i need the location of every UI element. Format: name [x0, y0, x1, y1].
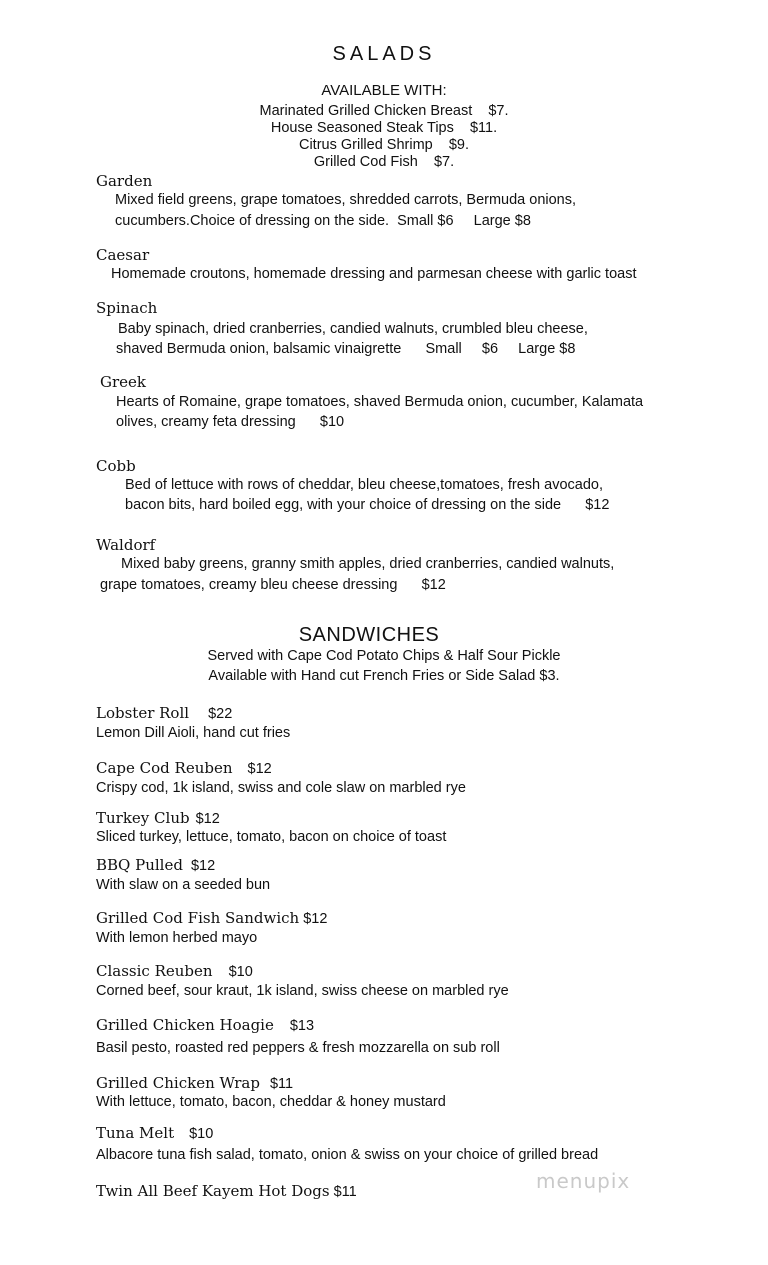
sandwich-price: $12 — [303, 911, 328, 927]
sandwich-cape-cod-reuben — [96, 759, 272, 777]
sandwich-grilled-cod-desc: With lemon herbed mayo — [96, 930, 258, 946]
sandwiches-title: SANDWICHES — [298, 624, 440, 646]
sandwich-chicken-wrap-desc: With lettuce, tomato, bacon, cheddar & honey mustard — [96, 1094, 446, 1110]
sandwich-chicken-hoagie-desc: Basil pesto, roasted red peppers & fresh mozzarella on sub roll — [96, 1040, 500, 1056]
sandwich-name: Grilled Cod Fish Sandwich — [96, 909, 300, 927]
salad-spinach-desc-2: shaved Bermuda onion, balsamic vinaigrette Small $6 Large $8 — [116, 341, 576, 357]
salad-waldorf-desc-2: grape tomatoes, creamy bleu cheese dressing $12 — [100, 577, 446, 593]
sandwich-name: Cape Cod Reuben — [96, 759, 233, 777]
available-with-heading: AVAILABLE WITH: — [321, 82, 447, 99]
salad-greek-desc-1: Hearts of Romaine, grape tomatoes, shaved Bermuda onion, cucumber, Kalamata — [116, 394, 644, 410]
salad-garden-desc-2: cucumbers.Choice of dressing on the side. Small $6 Large $8 — [115, 213, 531, 229]
sandwich-tuna-melt-desc: Albacore tuna fish salad, tomato, onion & swiss on your choice of grilled bread — [96, 1147, 599, 1163]
sandwich-name: Twin All Beef Kayem Hot Dogs — [96, 1182, 330, 1200]
menupix-watermark: menupix — [536, 1169, 631, 1193]
sandwich-price: $10 — [189, 1126, 214, 1142]
addon-list — [0, 103, 768, 171]
sandwiches-subtitle-2: Available with Hand cut French Fries or Side Salad $3. — [208, 668, 560, 684]
sandwich-chicken-wrap — [96, 1074, 293, 1092]
salad-caesar-desc: Homemade croutons, homemade dressing and parmesan cheese with garlic toast — [111, 266, 637, 282]
addon-shrimp: Citrus Grilled Shrimp $9. — [298, 137, 470, 153]
salad-garden-name: Garden — [96, 172, 153, 190]
salad-spinach-name: Spinach — [96, 299, 158, 317]
sandwich-price: $13 — [289, 1018, 315, 1034]
addon-steak: House Seasoned Steak Tips $11. — [270, 120, 498, 136]
salad-garden-desc-1: Mixed field greens, grape tomatoes, shredded carrots, Bermuda onions, — [115, 192, 577, 208]
sandwiches-subtitle-1: Served with Cape Cod Potato Chips & Half Sour Pickle — [207, 648, 561, 664]
sandwich-lobster-roll-desc: Lemon Dill Aioli, hand cut fries — [96, 725, 291, 741]
sandwich-name: Grilled Chicken Hoagie — [96, 1016, 274, 1034]
salad-greek-name: Greek — [100, 373, 146, 391]
sandwich-price: $10 — [228, 964, 253, 980]
salad-waldorf-desc-1: Mixed baby greens, granny smith apples, dried cranberries, candied walnuts, — [121, 556, 615, 572]
sandwich-chicken-hoagie — [96, 1016, 314, 1034]
sandwich-classic-reuben-desc: Corned beef, sour kraut, 1k island, swiss cheese on marbled rye — [96, 983, 509, 999]
salad-greek-desc-2: olives, creamy feta dressing $10 — [116, 414, 345, 430]
addon-chicken: Marinated Grilled Chicken Breast $7. — [259, 103, 509, 119]
salad-cobb-desc-2: bacon bits, hard boiled egg, with your choice of dressing on the side $12 — [125, 497, 610, 513]
salad-caesar-name: Caesar — [96, 246, 150, 264]
sandwich-price: $12 — [195, 811, 220, 827]
sandwich-price: $12 — [247, 761, 272, 777]
sandwich-cape-cod-reuben-desc: Crispy cod, 1k island, swiss and cole slaw on marbled rye — [96, 780, 466, 796]
sandwich-bbq-pulled — [96, 856, 215, 874]
sandwich-hot-dogs — [96, 1182, 357, 1200]
salad-cobb-name: Cobb — [96, 457, 136, 475]
sandwich-lobster-roll — [96, 704, 232, 722]
salad-cobb-desc-1: Bed of lettuce with rows of cheddar, bleu cheese,tomatoes, fresh avocado, — [125, 477, 603, 493]
sandwich-name: Turkey Club — [96, 809, 190, 827]
addon-cod: Grilled Cod Fish $7. — [313, 154, 455, 170]
sandwich-tuna-melt — [96, 1124, 213, 1142]
sandwich-name: Classic Reuben — [96, 962, 213, 980]
sandwich-classic-reuben — [96, 962, 253, 980]
sandwich-grilled-cod — [96, 909, 327, 927]
sandwich-name: Tuna Melt — [96, 1124, 175, 1142]
salad-spinach-desc-1: Baby spinach, dried cranberries, candied walnuts, crumbled bleu cheese, — [118, 321, 588, 337]
salad-waldorf-name: Waldorf — [96, 536, 156, 554]
sandwich-name: Grilled Chicken Wrap — [96, 1074, 260, 1092]
sandwich-price: $11 — [269, 1076, 294, 1092]
sandwich-name: Lobster Roll — [96, 704, 190, 722]
sandwich-price: $22 — [208, 706, 233, 722]
sandwich-price: $11 — [333, 1184, 357, 1200]
sandwich-turkey-club — [96, 809, 220, 827]
sandwich-name: BBQ Pulled — [96, 856, 183, 874]
sandwich-price: $12 — [190, 858, 216, 874]
sandwich-bbq-pulled-desc: With slaw on a seeded bun — [96, 877, 271, 893]
sandwich-turkey-club-desc: Sliced turkey, lettuce, tomato, bacon on choice of toast — [96, 829, 447, 845]
salads-title: SALADS — [332, 43, 436, 65]
